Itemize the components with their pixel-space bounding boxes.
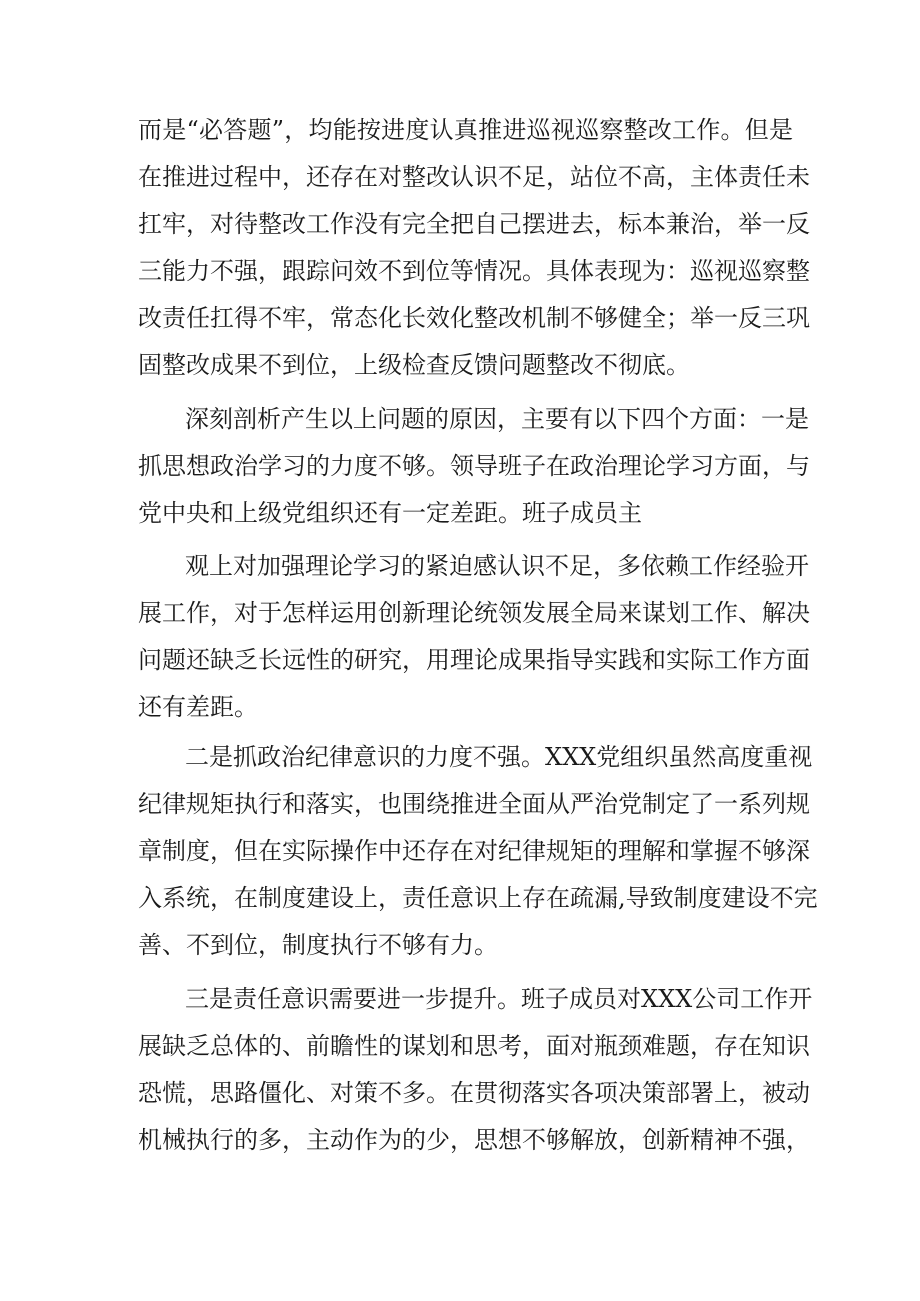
text-line: 党中央和上级党组织还有一定差距。班子成员主 — [138, 499, 642, 527]
text-line: 而是“必答题”，均能按进度认真推进巡视巡察整改工作。但是 — [138, 116, 793, 144]
text-line: 问题还缺乏长远性的研究，用理论成果指导实践和实际工作方面 — [138, 646, 810, 674]
paragraph-first-line: 观上对加强理论学习的紧迫感认识不足，多依赖工作经验开 — [185, 552, 809, 580]
text-line: 机械执行的多，主动作为的少，思想不够解放，创新精神不强， — [138, 1126, 810, 1154]
text-line: 改责任扛得不牢，常态化长效化整改机制不够健全；举一反三巩 — [138, 304, 810, 332]
text-line: 还有差距。 — [138, 693, 258, 721]
text-line: 善、不到位，制度执行不够有力。 — [138, 931, 498, 959]
text-line: 三能力不强，跟踪问效不到位等情况。具体表现为：巡视巡察整 — [138, 257, 810, 285]
text-line: 展工作，对于怎样运用创新理论统领发展全局来谋划工作、解决 — [138, 599, 810, 627]
paragraph-first-line: 深刻剖析产生以上问题的原因，主要有以下四个方面：一是 — [185, 405, 809, 433]
text-line: 在推进过程中，还存在对整改认识不足，站位不高，主体责任未 — [138, 163, 810, 191]
text-line: 入系统，在制度建设上，责任意识上存在疏漏,导致制度建设不完 — [138, 884, 818, 912]
text-line: 章制度，但在实际操作中还存在对纪律规矩的理解和掌握不够深 — [138, 837, 810, 865]
text-line: 扛牢，对待整改工作没有完全把自己摆进去，标本兼治，举一反 — [138, 210, 810, 238]
text-line: 固整改成果不到位，上级检查反馈问题整改不彻底。 — [138, 351, 690, 379]
paragraph-first-line: 二是抓政治纪律意识的力度不强。XXX党组织虽然高度重视 — [185, 743, 813, 771]
text-line: 纪律规矩执行和落实，也围绕推进全面从严治党制定了一系列规 — [138, 790, 810, 818]
text-line: 展缺乏总体的、前瞻性的谋划和思考，面对瓶颈难题，存在知识 — [138, 1032, 810, 1060]
text-line: 抓思想政治学习的力度不够。领导班子在政治理论学习方面，与 — [138, 452, 810, 480]
paragraph-first-line: 三是责任意识需要进一步提升。班子成员对XXX公司工作开 — [185, 985, 813, 1013]
text-line: 恐慌，思路僵化、对策不多。在贯彻落实各项决策部署上，被动 — [138, 1079, 810, 1107]
